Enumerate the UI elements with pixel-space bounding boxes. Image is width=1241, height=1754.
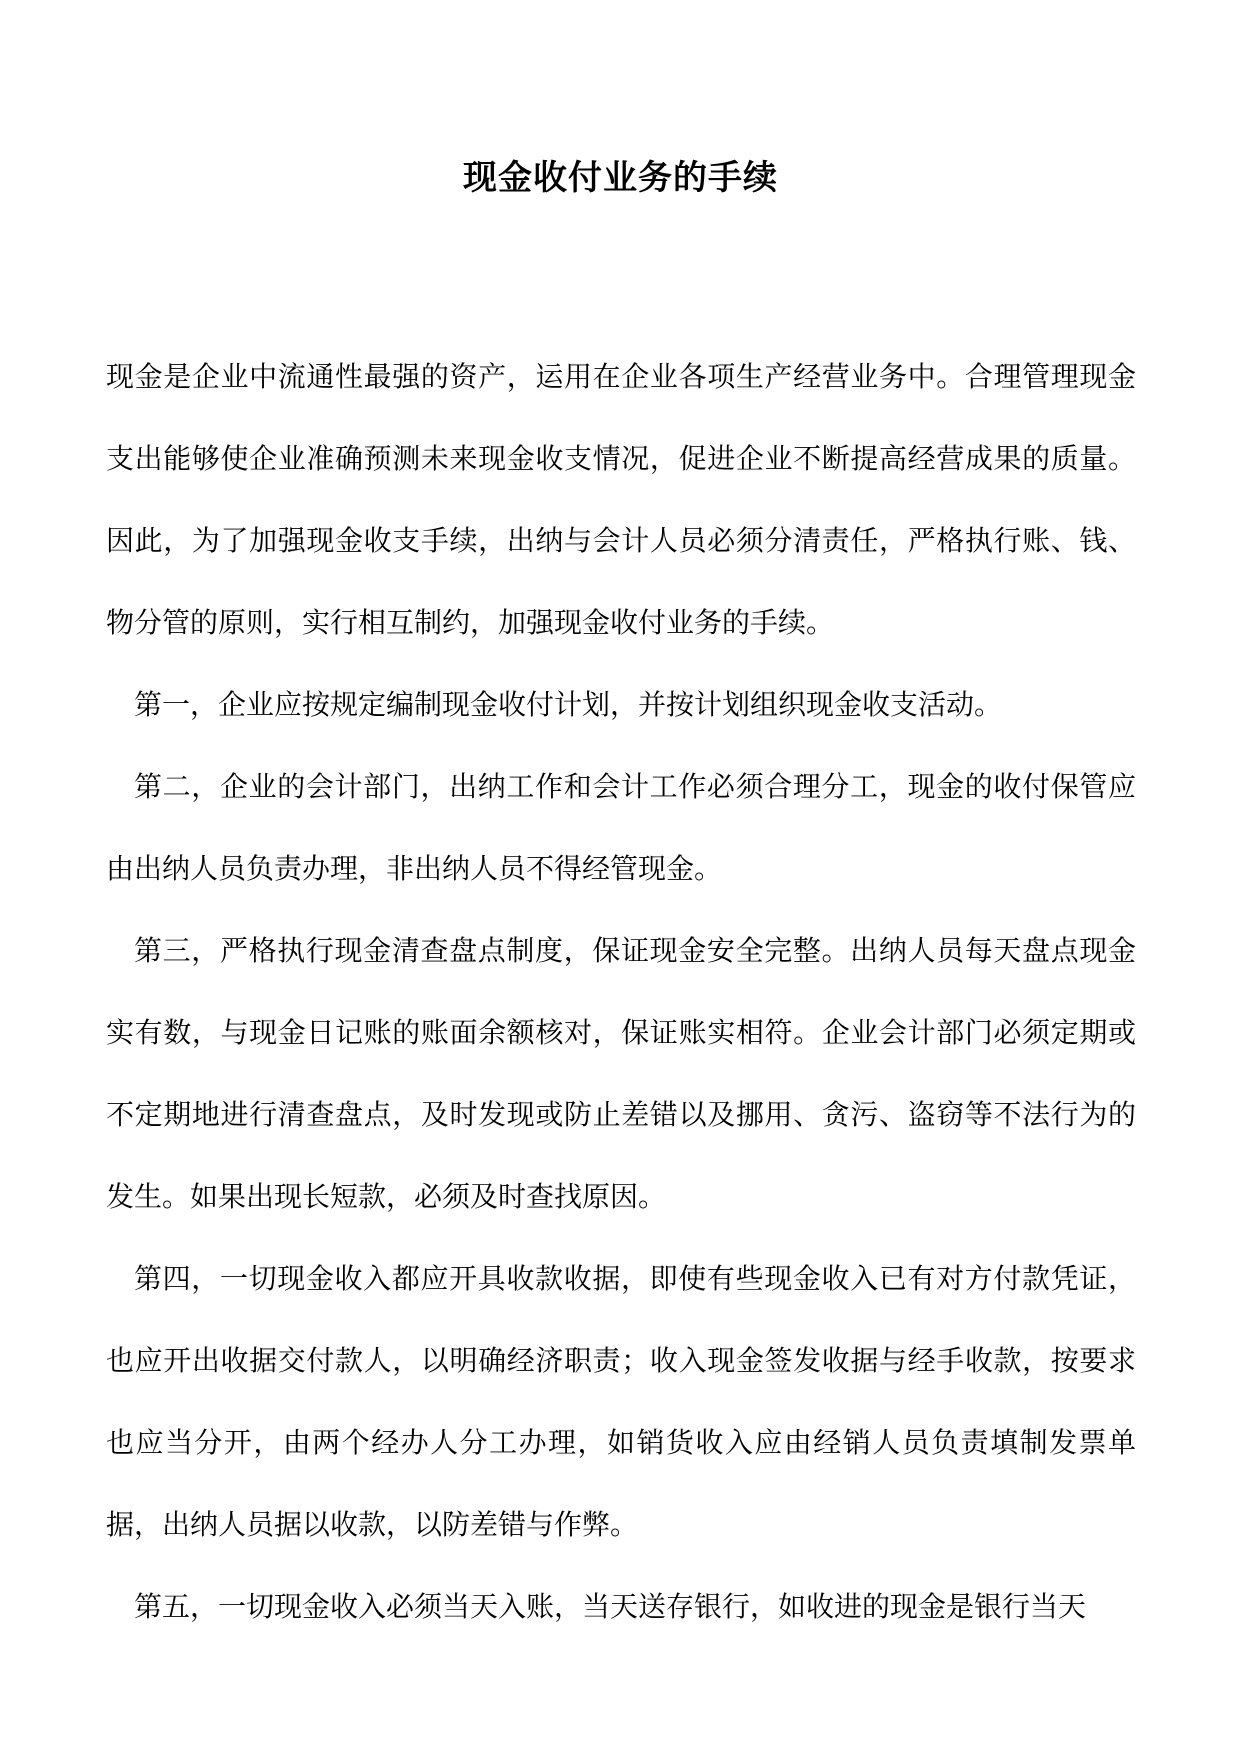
paragraph-third: 第三，严格执行现金清查盘点制度，保证现金安全完整。出纳人员每天盘点现金实有数，与现金日记账的账面余额核对，保证账实相符。企业会计部门必须定期或不定期地进行清查盘点，及时发现或防止差错以及挪用、贪污、盗窃等不法行为的发生。如果出现长短款，必须及时查找原因。 bbox=[106, 934, 1136, 1213]
paragraph-first: 第一，企业应按规定编制现金收付计划，并按计划组织现金收支活动。 bbox=[134, 688, 1003, 721]
paragraph-second: 第二，企业的会计部门，出纳工作和会计工作必须合理分工，现金的收付保管应由出纳人员负责办理，非出纳人员不得经管现金。 bbox=[106, 770, 1136, 885]
paragraph-fourth: 第四，一切现金收入都应开具收款收据，即使有些现金收入已有对方付款凭证，也应开出收据交付款人，以明确经济职责；收入现金签发收据与经手收款，按要求也应当分开，由两个经办人分工办理，如销货收入应由经销人员负责填制发票单据，出纳人员据以收款，以防差错与作弊。 bbox=[106, 1262, 1136, 1541]
paragraph-intro: 现金是企业中流通性最强的资产，运用在企业各项生产经营业务中。合理管理现金支出能够使企业准确预测未来现金收支情况，促进企业不断提高经营成果的质量。因此，为了加强现金收支手续，出纳与会计人员必须分清责任，严格执行账、钱、物分管的原则，实行相互制约，加强现金收付业务的手续。 bbox=[106, 360, 1136, 639]
document-body bbox=[106, 336, 1136, 1648]
paragraph-fifth: 第五，一切现金收入必须当天入账，当天送存银行，如收进的现金是银行当天 bbox=[134, 1590, 1087, 1623]
document-title: 现金收付业务的手续 bbox=[463, 158, 778, 198]
